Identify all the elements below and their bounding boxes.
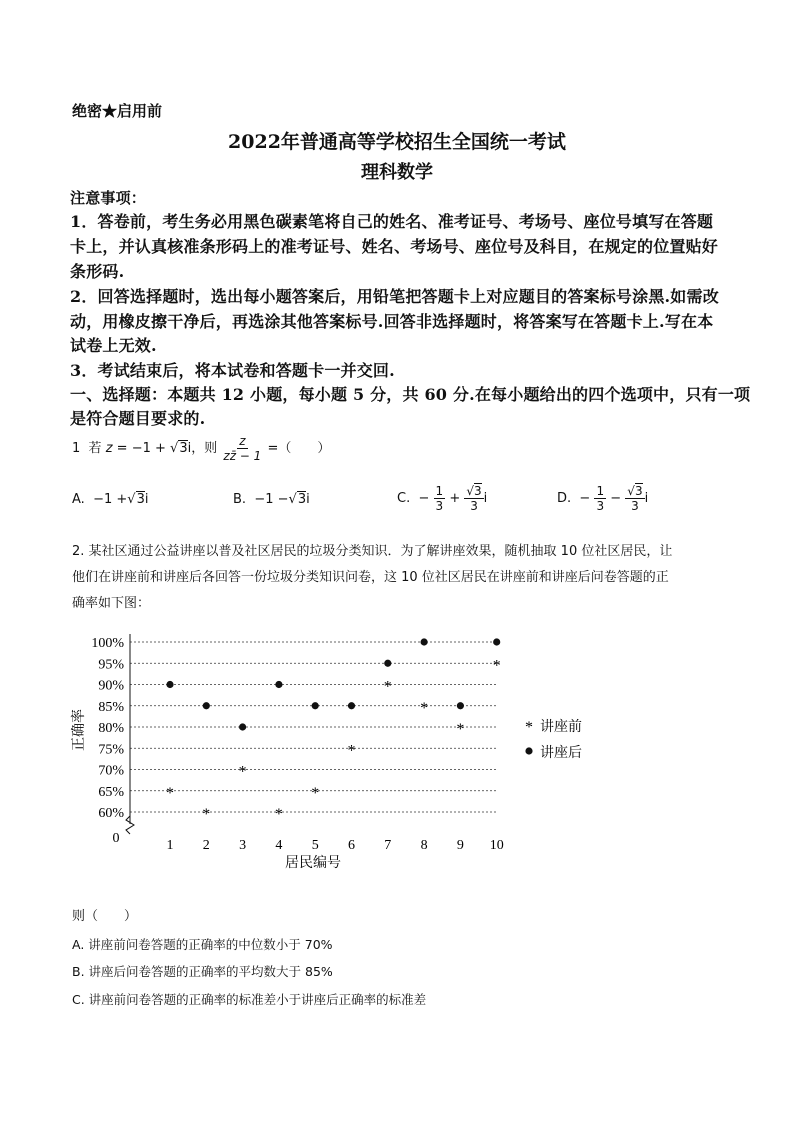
q1-frac-num: z [239,434,246,448]
x-tick-label: 4 [275,838,283,853]
x-tick-label: 6 [348,838,355,853]
q1-i: i [187,441,192,456]
q1-option-d-sign: − [579,491,591,506]
y-tick-label: 65% [98,784,124,800]
y-origin-label: 0 [112,831,120,846]
q2-line1: 2. 某社区通过公益讲座以普及社区居民的垃圾分类知识．为了解讲座效果，随机抽取 10 位社区居民，让 [72,544,673,559]
notice-item1-line2: 卡上，并认真核准条形码上的准考证号、姓名、考场号、座位号及科目，在规定的位置贴好 [70,237,719,256]
frac-den: 3 [435,499,444,513]
y-tick-label: 60% [98,806,124,821]
point-before: * [347,742,356,760]
q1-option-d [557,484,648,513]
frac-num: √3 [466,484,482,498]
point-after [166,681,173,688]
point-after [275,681,282,688]
q1-option-b-i: i [306,492,310,507]
x-tick-label: 3 [239,838,247,853]
q1-sqrt3: 3 [179,441,188,456]
q1-option-c-frac2 [464,484,483,513]
y-tick-label: 70% [98,763,124,779]
chart-marks [166,638,501,823]
y-tick-label: 80% [98,721,124,736]
legend-label: 讲座后 [540,746,582,761]
y-tick-label: 85% [98,699,124,715]
x-tick-label: 5 [311,838,319,853]
q1-blank: =（ ） [267,441,331,456]
y-axis-label: 正确率 [72,709,87,751]
notice-item1-line3: 条形码. [70,262,125,281]
q1-option-a-label: A. [72,492,85,507]
q1-z: z [105,441,113,456]
point-before: * [238,763,247,781]
point-before: * [492,657,501,675]
q1-then: ，则 [191,441,218,456]
q1-option-c-plus: + [449,491,461,506]
y-tick-label: 95% [98,657,124,673]
q1-option-a-text: −1 + [93,492,128,507]
q2-option-c: C. 讲座前问卷答题的正确率的标准差小于讲座后正确率的标准差 [72,992,427,1007]
point-before: * [202,806,211,823]
q1-option-d-label: D. [557,491,572,506]
q2-line2: 他们在讲座前和讲座后各回答一份垃圾分类知识问卷，这 10 位社区居民在讲座前和讲座后问卷答题的正 [72,570,669,585]
q1-fraction [221,434,263,463]
y-tick-label: 90% [98,678,124,694]
q1-number: 1 [72,441,81,456]
q1-option-c-i: i [483,491,488,506]
point-after [421,638,428,645]
point-before: * [311,784,320,802]
point-after [203,702,210,709]
q1-option-a-sqrt3: 3 [136,492,145,507]
point-after [312,702,319,709]
x-tick-label: 2 [202,838,210,853]
q1-option-c-sign: − [418,491,430,506]
point-after [239,723,246,730]
q2-option-b: B. 讲座后问卷答题的正确率的平均数大于 85% [72,964,333,979]
q1-option-c [397,484,487,513]
q1-eq: = −1 + [116,441,166,456]
q1-option-d-i: i [644,491,649,506]
q1-option-b [233,492,310,507]
frac-num: 1 [435,484,444,498]
chart-ticks [91,636,503,853]
q2-then: 则（ ） [72,909,138,924]
point-after [384,660,391,667]
frac-num: √3 [627,484,643,498]
sqrt-icon: √3 [170,441,188,456]
point-after [348,702,355,709]
notice-heading: 注意事项： [70,189,147,207]
notice-item2-line1: 2．回答选择题时，选出每小题答案后，用铅笔把答题卡上对应题目的答案标号涂黑.如需改 [70,287,719,306]
frac-num: 1 [596,484,605,498]
q1-option-a-i: i [144,492,149,507]
legend-marker-after [525,747,532,754]
x-tick-label: 1 [166,838,174,853]
sqrt-icon: √3 [127,492,145,507]
point-before: * [274,806,283,823]
chart-legend [525,719,582,761]
frac-den: 3 [596,499,605,513]
exam-subject: 理科数学 [361,162,433,183]
x-tick-label: 7 [384,838,392,853]
section1-line2: 是符合题目要求的. [70,409,206,428]
q1-option-b-text: −1 − [254,492,289,507]
x-tick-label: 10 [489,838,504,853]
exam-title: 2022年普通高等学校招生全国统一考试 [228,131,566,153]
notice-item3: 3．考试结束后，将本试卷和答题卡一并交回. [70,361,395,380]
q1-frac-den: zz̄ − 1 [223,449,262,463]
frac-sqrt3: 3 [634,484,643,498]
q1-prefix: 若 [88,441,102,456]
notice-item2-line2: 动，用橡皮擦干净后，再选涂其他答案标号.回答非选择题时，将答案写在答题卡上.写在本 [70,312,714,331]
q1-option-b-sqrt3: 3 [297,492,307,507]
point-before: * [383,678,392,696]
point-before: * [456,721,465,738]
notice-item2-line3: 试卷上无效. [70,336,157,355]
point-before: * [420,699,429,717]
point-after [493,638,500,645]
legend-label: 讲座前 [540,720,582,735]
notice-item1-line1: 1．答卷前，考生务必用黑色碳素笔将自己的姓名、准考证号、考场号、座位号填写在答题 [70,212,714,231]
chart-axes [126,634,134,834]
scatter-chart [0,620,794,880]
q1-option-c-label: C. [397,491,411,506]
q1-option-b-label: B. [233,492,247,507]
secret-label: 绝密★启用前 [72,102,163,120]
frac-den: 3 [631,499,639,513]
section1-line1: 一、选择题：本题共 12 小题，每小题 5 分，共 60 分.在每小题给出的四个选项中，只有一项 [70,385,751,404]
q1-option-d-frac1 [594,484,606,513]
x-tick-label: 8 [420,838,428,853]
frac-den: 3 [470,499,478,513]
y-tick-label: 100% [91,636,124,651]
q2-line3: 确率如下图： [72,596,151,611]
question-1 [72,434,330,464]
sqrt-icon: √3 [288,492,307,507]
x-tick-label: 9 [456,838,464,853]
q1-option-d-frac2 [625,484,644,513]
legend-marker-before: * [525,719,533,736]
q1-option-d-minus: − [610,491,622,506]
point-after [457,702,464,709]
q1-option-c-frac1 [434,484,446,513]
q2-option-a: A. 讲座前问卷答题的正确率的中位数小于 70% [72,937,333,952]
point-before: * [166,784,174,802]
q1-option-a [72,492,148,507]
frac-sqrt3: 3 [474,484,482,498]
x-axis-label: 居民编号 [285,856,341,871]
y-tick-label: 75% [98,742,124,758]
